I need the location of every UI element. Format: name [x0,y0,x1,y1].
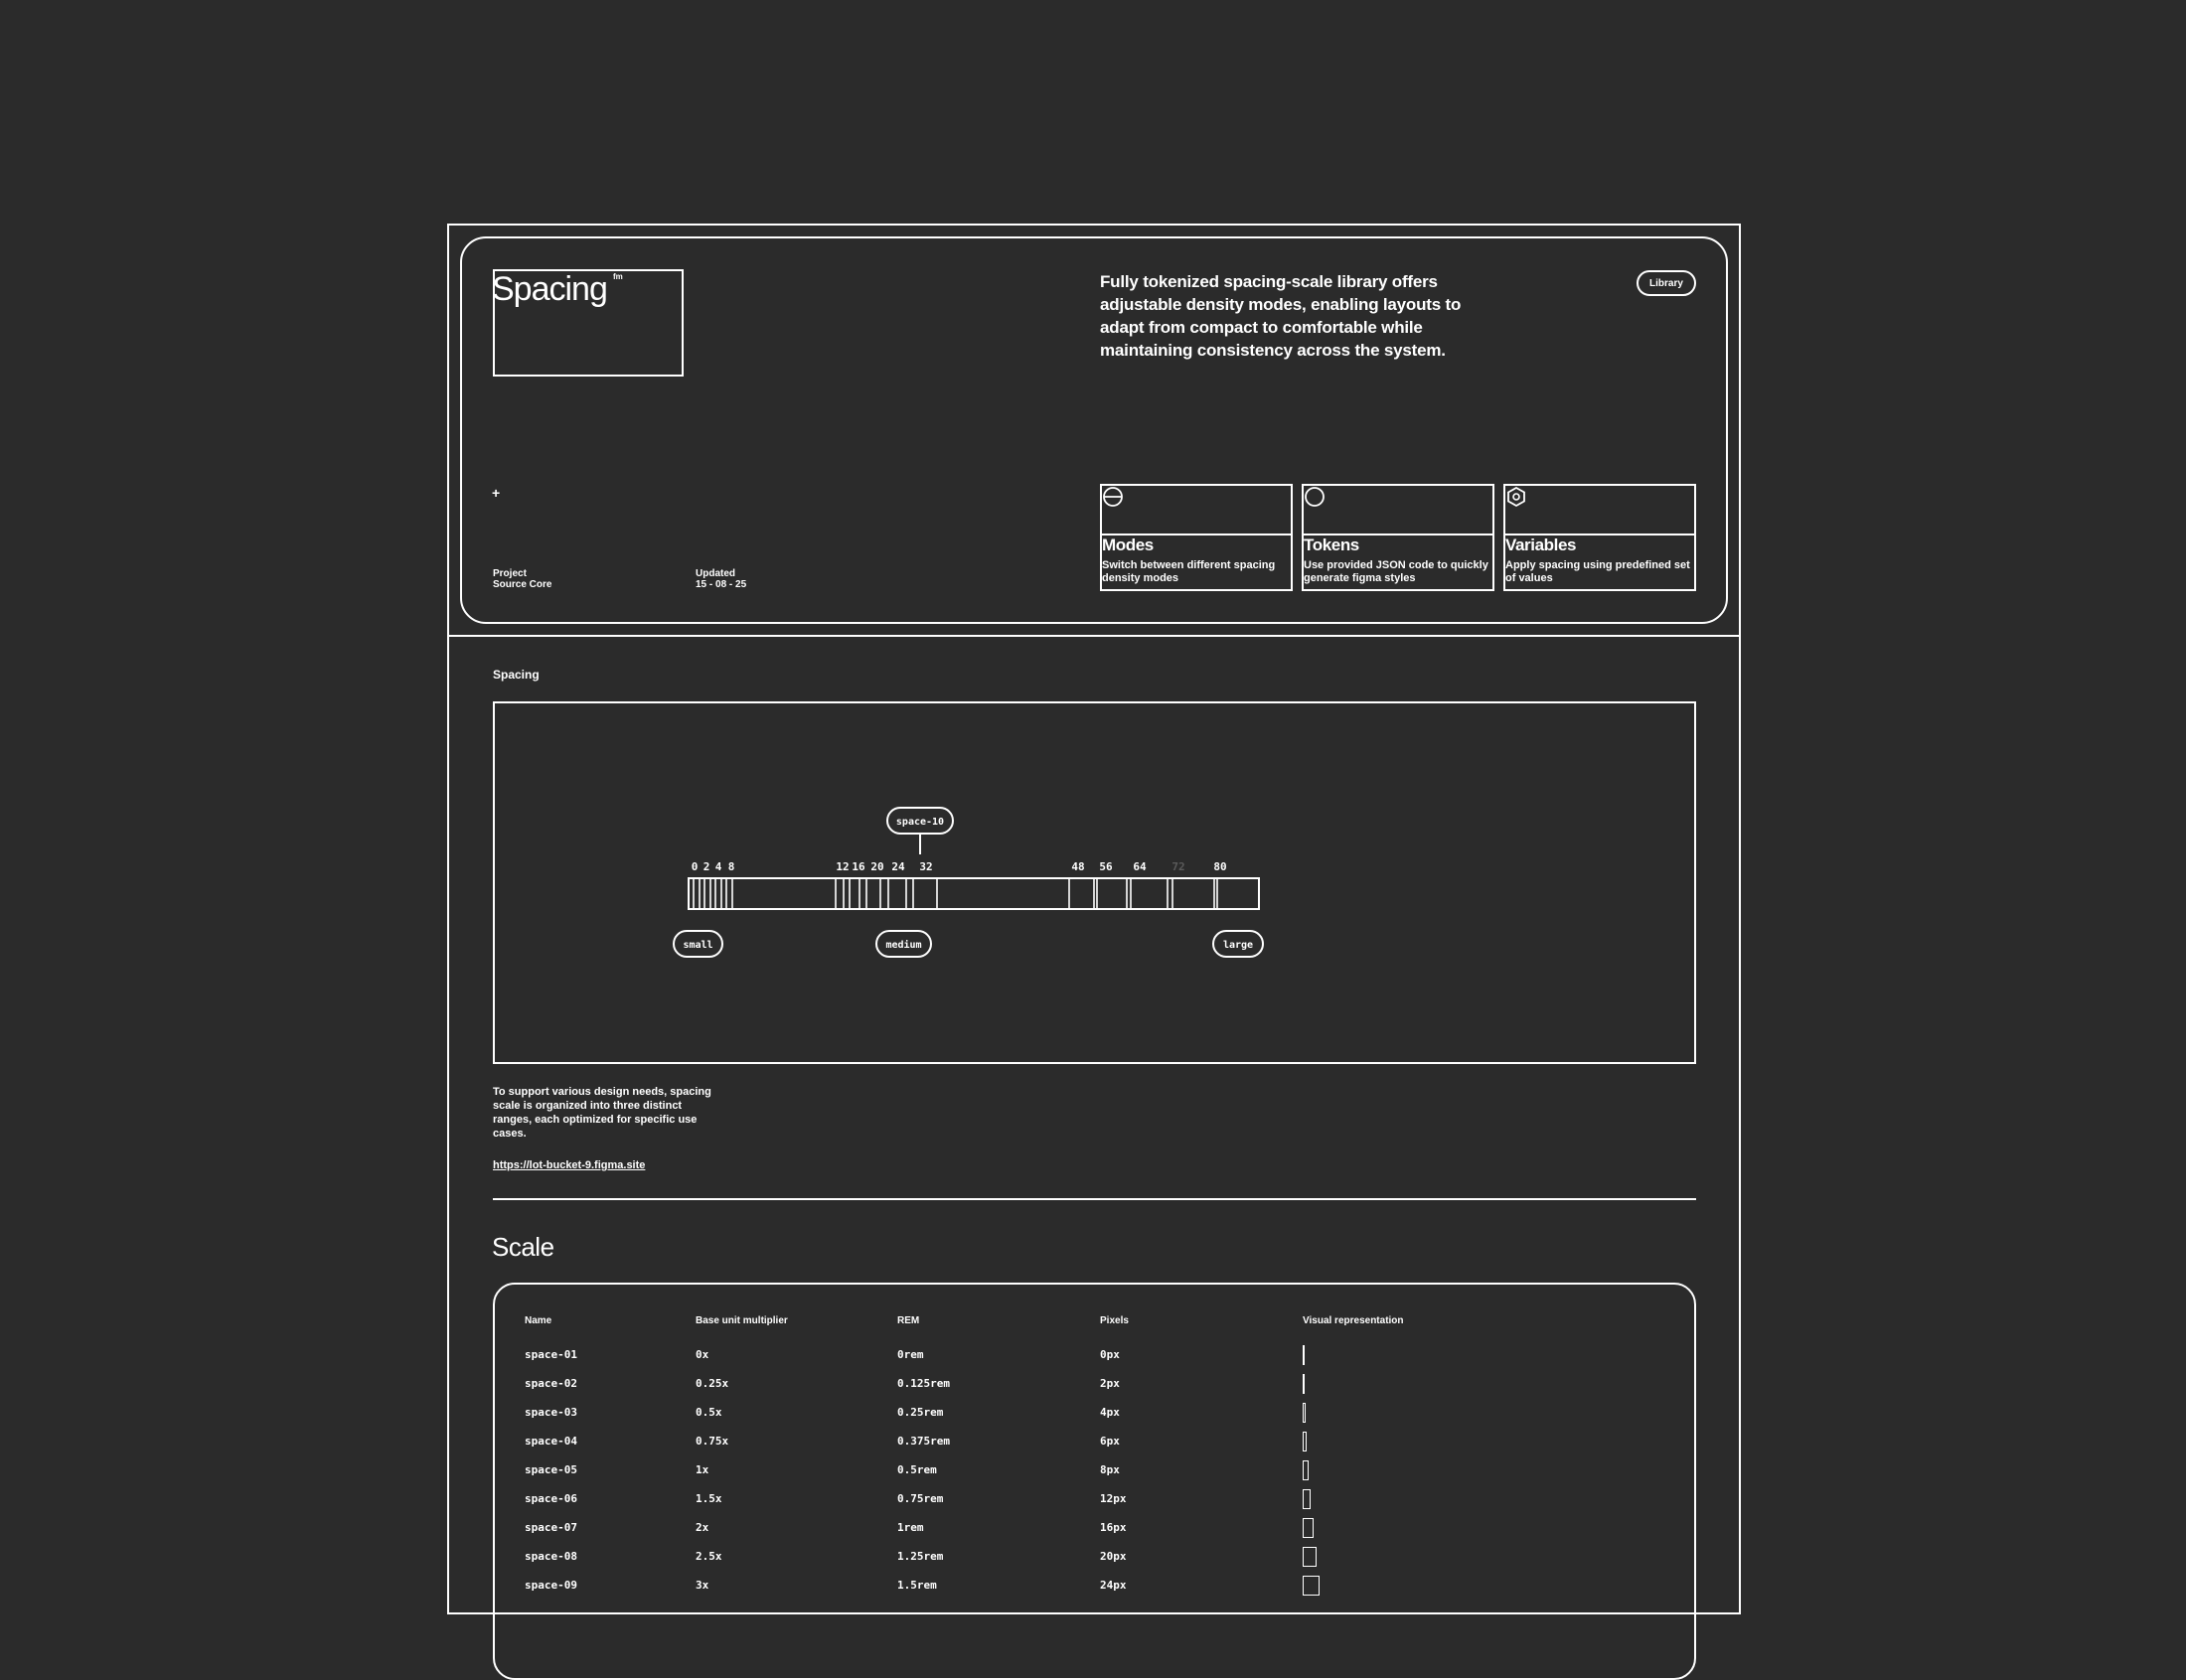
hero-divider [447,635,1741,637]
card-title: Tokens [1304,535,1359,554]
section-label-spacing: Spacing [493,668,540,682]
section-divider [493,1198,1696,1200]
cell-px: 12px [1100,1492,1127,1505]
library-badge-button[interactable]: Library [1637,270,1696,296]
scale-tick-label: 80 [1213,860,1227,873]
card-title: Modes [1102,535,1154,554]
visual-representation-bar [1303,1547,1317,1567]
scale-segment [836,878,844,909]
cell-multiplier: 0.25x [696,1377,729,1390]
callout-label: space-10 [895,817,945,828]
spacing-scale-panel [493,701,1696,1064]
scale-tick-label: 56 [1099,860,1113,873]
scale-segment [715,878,721,909]
card-title: Variables [1505,535,1577,554]
scale-segment [1069,878,1094,909]
visual-representation-bar [1303,1576,1320,1596]
scale-segment [913,878,937,909]
table-row [493,1429,1696,1454]
column-header-pixels: Pixels [1100,1315,1129,1326]
meta-project-label: Project [493,568,527,579]
scale-tick-label: 20 [870,860,884,873]
meta-project-value: Source Core [493,579,552,590]
scale-tick-label: 64 [1133,860,1147,873]
cell-rem: 1rem [897,1521,924,1534]
minus-circle-icon [1103,487,1125,509]
plus-icon: + [492,485,501,501]
cell-px: 2px [1100,1377,1120,1390]
card-tokens[interactable] [1302,484,1494,591]
scale-tick-label: 2 [703,860,710,873]
table-row [493,1486,1696,1512]
visual-representation-bar [1303,1432,1307,1451]
cell-multiplier: 1x [696,1463,709,1476]
table-row [493,1573,1696,1599]
title-superscript: fm [613,272,623,281]
scale-tick-label: 24 [891,860,905,873]
scale-tick-label: 48 [1071,860,1085,873]
range-label: medium [885,940,922,951]
cell-px: 4px [1100,1406,1120,1419]
cell-rem: 0.75rem [897,1492,944,1505]
cell-name: space-04 [525,1435,577,1448]
range-label: large [1222,940,1254,951]
column-header-visual: Visual representation [1303,1315,1404,1326]
scale-segment [850,878,859,909]
circle-icon [1305,487,1327,509]
table-row [493,1515,1696,1541]
table-row [493,1342,1696,1368]
cell-name: space-05 [525,1463,577,1476]
cell-multiplier: 2.5x [696,1550,722,1563]
cell-rem: 0.5rem [897,1463,937,1476]
spacing-description: To support various design needs, spacing scale is organized into three distinct ranges, each optimized for specific use cases. [493,1086,711,1140]
cell-rem: 1.25rem [897,1550,944,1563]
meta-updated [696,568,746,590]
cell-multiplier: 0.5x [696,1406,722,1419]
scale-tick-label: 12 [836,860,850,873]
scale-tick-label: 4 [714,860,722,873]
figma-site-link[interactable]: https://lot-bucket-9.figma.site [493,1159,646,1171]
table-row [493,1400,1696,1426]
meta-updated-label: Updated [696,568,735,579]
column-header-rem: REM [897,1315,920,1326]
scale-tick-label: 16 [852,860,865,873]
cell-px: 20px [1100,1550,1127,1563]
scale-tick-label: 8 [727,860,735,873]
column-header-name: Name [525,1315,552,1326]
card-description: Switch between different spacing density modes [1102,559,1276,584]
cell-multiplier: 3x [696,1579,709,1592]
cell-rem: 1.5rem [897,1579,937,1592]
cell-px: 8px [1100,1463,1120,1476]
scale-segment [726,878,732,909]
scale-tick-label: 0 [691,860,699,873]
card-description: Apply spacing using predefined set of values [1505,559,1690,584]
scale-segment [694,878,700,909]
cell-px: 16px [1100,1521,1127,1534]
visual-representation-bar [1303,1403,1306,1423]
visual-representation-bar [1303,1489,1311,1509]
table-row [493,1371,1696,1397]
cell-name: space-07 [525,1521,577,1534]
scale-tick-label: 72 [1171,860,1185,873]
table-row [493,1544,1696,1570]
cell-rem: 0rem [897,1348,924,1361]
hero-description: Fully tokenized spacing-scale library offers adjustable density modes, enabling layouts to adapt from compact to comfortable while maintaining consistency across the system. [1100,272,1462,360]
scale-segment [866,878,880,909]
cell-rem: 0.25rem [897,1406,944,1419]
cell-multiplier: 0.75x [696,1435,729,1448]
cell-multiplier: 1.5x [696,1492,722,1505]
hexagon-icon [1506,487,1528,509]
range-label: small [683,940,713,951]
scale-segment [1097,878,1127,909]
scale-segment [1217,878,1259,909]
scale-tick-label: 32 [919,860,933,873]
meta-project [493,568,551,590]
meta-updated-value: 15 - 08 - 25 [696,579,747,590]
cell-px: 0px [1100,1348,1120,1361]
cell-name: space-08 [525,1550,577,1563]
column-header-multiplier: Base unit multiplier [696,1315,788,1326]
cell-name: space-06 [525,1492,577,1505]
cell-rem: 0.375rem [897,1435,950,1448]
scale-segment [1172,878,1214,909]
card-variables[interactable] [1503,484,1696,591]
visual-representation-bar [1303,1460,1309,1480]
cell-rem: 0.125rem [897,1377,950,1390]
page-title: Spacing [492,270,607,308]
cell-multiplier: 2x [696,1521,709,1534]
cell-px: 24px [1100,1579,1127,1592]
visual-representation-bar [1303,1518,1314,1538]
scale-segment [1131,878,1168,909]
cell-name: space-09 [525,1579,577,1592]
spacing-scale-chart [495,703,1694,1062]
scale-segment [888,878,906,909]
scale-bar-outline [689,878,1259,909]
cell-px: 6px [1100,1435,1120,1448]
cell-multiplier: 0x [696,1348,709,1361]
visual-representation-bar [1303,1345,1305,1365]
card-modes[interactable] [1100,484,1293,591]
visual-representation-bar [1303,1374,1305,1394]
table-row [493,1457,1696,1483]
scale-segment [704,878,710,909]
card-description: Use provided JSON code to quickly generate figma styles [1304,559,1488,584]
cell-name: space-03 [525,1406,577,1419]
cell-name: space-01 [525,1348,577,1361]
cell-name: space-02 [525,1377,577,1390]
scale-title: Scale [492,1232,554,1262]
